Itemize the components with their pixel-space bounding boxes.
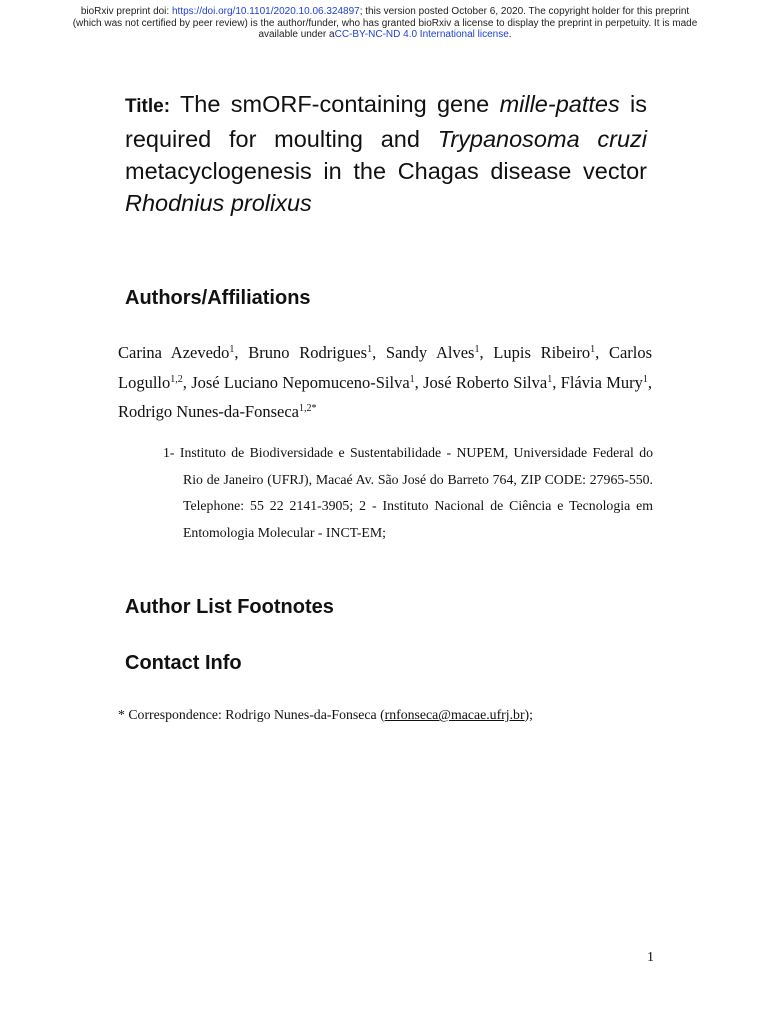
preprint-notice [20, 6, 750, 41]
paper-title [125, 88, 647, 219]
author-name: Sandy Alves [385, 343, 475, 362]
correspondence-prefix: * Correspondence: Rodrigo Nunes-da-Fonseca ( [118, 707, 385, 722]
author-separator: , [372, 343, 386, 362]
title-text: is required for moulting and [125, 91, 648, 152]
author-affiliation-marker: 1 [229, 344, 235, 355]
preprint-notice-text: available under a [258, 29, 335, 40]
title-label: Title: [125, 96, 171, 117]
author-list-footnotes-heading: Author List Footnotes [125, 596, 334, 618]
preprint-notice-text: ; this version posted October 6, 2020. The copyright holder for this preprint [359, 6, 690, 17]
author-affiliation-marker: 1 [642, 373, 648, 385]
title-text: The smORF-containing gene [170, 91, 500, 117]
doi-link[interactable]: https://doi.org/10.1101/2020.10.06.324897 [171, 6, 360, 17]
author-affiliation-marker: 1,2 [170, 373, 183, 385]
authors-affiliations-heading: Authors/Affiliations [125, 287, 311, 309]
author-affiliation-marker: 1 [409, 373, 415, 385]
author-name: Lupis Ribeiro [493, 343, 591, 362]
author-separator: , [595, 343, 609, 362]
license-link[interactable]: CC-BY-NC-ND 4.0 International license [334, 29, 509, 40]
author-name: Rodrigo Nunes-da-Fonseca [118, 402, 300, 421]
author-affiliation-marker: 1 [474, 344, 480, 355]
author-name: Bruno Rodrigues [248, 343, 368, 362]
preprint-notice-line-2: (which was not certified by peer review) is the author/funder, who has granted bioRxiv a license to display the preprint in perpetuity. It is made [72, 17, 698, 29]
author-separator: , [414, 372, 424, 392]
author-affiliation-marker: 1 [547, 373, 553, 385]
preprint-notice-text: bioRxiv preprint doi: [80, 6, 172, 17]
page-number: 1 [647, 950, 654, 965]
title-gene-name: mille-pattes [499, 91, 620, 117]
affiliation-text: 1- Instituto de Biodiversidade e Sustentabilidade - NUPEM, Universidade Federal do Rio de Janeiro (UFRJ), Macaé Av. São José do Barreto 764, ZIP CODE: 27965-550. Telephone: 55 22 2141-3905; 2 - Instituto Nacional de Ciência e Tecnologia em Entomologia Molecular - INCT-EM; [163, 445, 653, 540]
author-separator: , [552, 372, 561, 392]
author-name: José Luciano Nepomuceno-Silva [191, 372, 410, 392]
author-separator: , [479, 343, 494, 362]
author-affiliation-marker: 1,2* [299, 403, 317, 414]
author-name: Flávia Mury [560, 372, 643, 392]
title-text: metacyclogenesis in the Chagas disease vector [125, 158, 647, 184]
author-list [118, 338, 652, 427]
correspondence-email-link[interactable]: rnfonseca@macae.ufrj.br [384, 707, 525, 722]
preprint-notice-line-3 [20, 29, 750, 41]
author-name: Carina Azevedo [118, 343, 230, 362]
contact-info-heading: Contact Info [125, 652, 242, 674]
author-affiliation-marker: 1 [590, 344, 596, 355]
title-vector-name: Rhodnius prolixus [125, 190, 312, 216]
author-name: José Roberto Silva [423, 372, 548, 392]
correspondence-suffix: ); [524, 707, 533, 722]
correspondence [118, 706, 658, 724]
title-parasite-name: Trypanosoma cruzi [437, 126, 648, 152]
author-separator: , [234, 343, 249, 362]
preprint-notice-line-1 [20, 6, 750, 18]
author-separator: , [182, 372, 192, 392]
author-affiliation-marker: 1 [367, 344, 373, 355]
preprint-notice-text: . [508, 29, 512, 40]
author-name: Carlos Logullo [118, 343, 653, 392]
author-separator: , [647, 372, 652, 392]
